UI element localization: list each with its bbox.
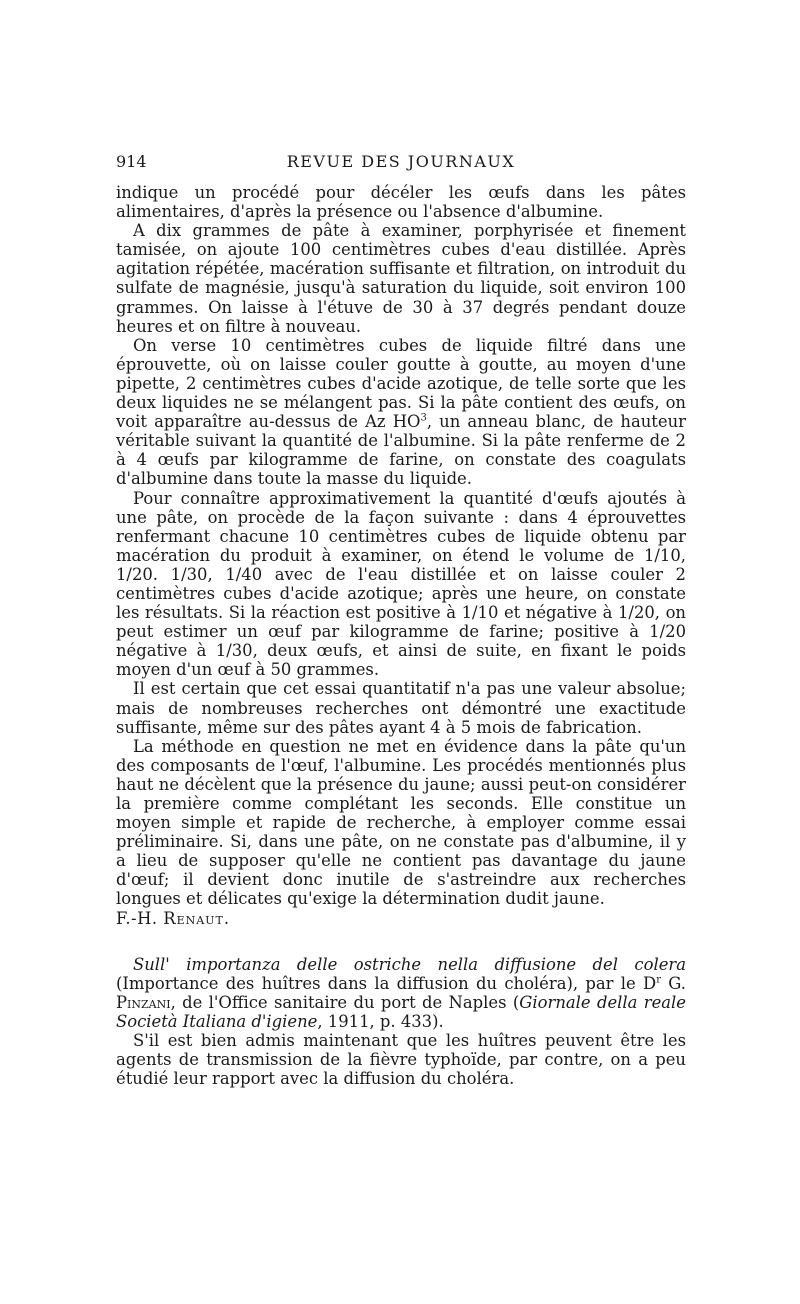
paragraph-text: On verse 10 centimètres cubes de liquide filtré dans une éprouvette, où on laisse couler goutte à goutte, au moyen d'une pipette, 2 centimètres cubes d'acide azotique, de telle sorte que les deux liquides ne se mélangent pas. Si la pâte contient des œufs, on voit apparaître au-dessus de Az HO bbox=[116, 335, 686, 432]
signature-initials: F.-H. bbox=[116, 908, 164, 928]
author-name: Pinzani bbox=[116, 992, 171, 1012]
superscript: 3 bbox=[420, 412, 427, 424]
paragraph: Pour connaître approximativement la quantité d'œufs ajoutés à une pâte, on procède de la façon suivante : dans 4 éprouvettes renfermant chacune 10 centimètres cubes de liquide obtenu par macération du produit à examiner, on étend le volume de 1/10, 1/20. 1/30, 1/40 avec de l'eau distillée et on laisse couler 2 centimètres cubes d'acide azotique; après une heure, on constate les résultats. Si la réaction est positive à 1/10 et négative à 1/20, on peut estimer un œuf par kilogramme de farine; positive à 1/20 négative à 1/30, deux œufs, et ainsi de suite, en fixant le poids moyen d'un œuf à 50 grammes. bbox=[116, 488, 686, 680]
superscript: r bbox=[656, 974, 661, 986]
section-gap bbox=[116, 928, 686, 955]
author-initial: G. bbox=[660, 973, 686, 993]
review-heading bbox=[116, 955, 686, 1031]
paragraph: indique un procédé pour décéler les œufs dans les pâtes alimentaires, d'après la présence ou l'absence d'albumine. bbox=[116, 183, 686, 222]
review-title-french: (Importance des huîtres dans la diffusion du choléra), par le D bbox=[116, 973, 657, 993]
author-signature bbox=[116, 909, 686, 928]
page-number: 914 bbox=[116, 152, 147, 171]
paragraph: Il est certain que cet essai quantitatif n'a pas une valeur absolue; mais de nombreuses recherches ont démontré une exactitude suffisante, même sur des pâtes ayant 4 à 5 mois de fabrication. bbox=[116, 679, 686, 737]
page-header bbox=[116, 152, 686, 176]
signature-name: Renaut. bbox=[163, 908, 231, 928]
affiliation: , de l'Office sanitaire du port de Naples ( bbox=[170, 992, 520, 1012]
paragraph bbox=[116, 336, 686, 489]
page-body bbox=[116, 183, 686, 1088]
citation: , 1911, p. 433). bbox=[317, 1011, 444, 1031]
review-title-italian: Sull' importanza delle ostriche nella diffusione del colera bbox=[133, 954, 686, 974]
paragraph: La méthode en question ne met en évidence dans la pâte qu'un des composants de l'œuf, l'albumine. Les procédés mentionnés plus haut ne décèlent que la présence du jaune; aussi peut-on considérer la première comme complétant les seconds. Elle constitue un moyen simple et rapide de recherche, à employer comme essai préliminaire. Si, dans une pâte, on ne constate pas d'albumine, il y a lieu de supposer qu'elle ne contient pas davantage du jaune d'œuf; il devient donc inutile de s'astreindre aux recherches longues et délicates qu'exige la détermination dudit jaune. bbox=[116, 736, 686, 909]
journal-name: Giornale della reale Società Italiana d'igiene bbox=[116, 992, 687, 1031]
article-egg-detection bbox=[116, 183, 686, 928]
article-oysters-cholera bbox=[116, 955, 686, 1089]
paragraph-text: , un anneau blanc, de hauteur véritable suivant la quantité de l'albumine. Si la pâte renferme de 2 à 4 œufs par kilogramme de farine, on constate des coagulats d'albumine dans toute la masse du liquide. bbox=[116, 412, 686, 489]
running-head: REVUE DES JOURNAUX bbox=[286, 152, 516, 171]
paragraph: S'il est bien admis maintenant que les huîtres peuvent être les agents de transmission de la fièvre typhoïde, par contre, on a peu étudié leur rapport avec la diffusion du choléra. bbox=[116, 1031, 686, 1089]
paragraph: A dix grammes de pâte à examiner, porphyrisée et finement tamisée, on ajoute 100 centimètres cubes d'eau distillée. Après agitation répétée, macération suffisante et filtration, on introduit du sulfate de magnésie, jusqu'à saturation du liquide, soit environ 100 grammes. On laisse à l'étuve de 30 à 37 degrés pendant douze heures et on filtre à nouveau. bbox=[116, 221, 686, 336]
